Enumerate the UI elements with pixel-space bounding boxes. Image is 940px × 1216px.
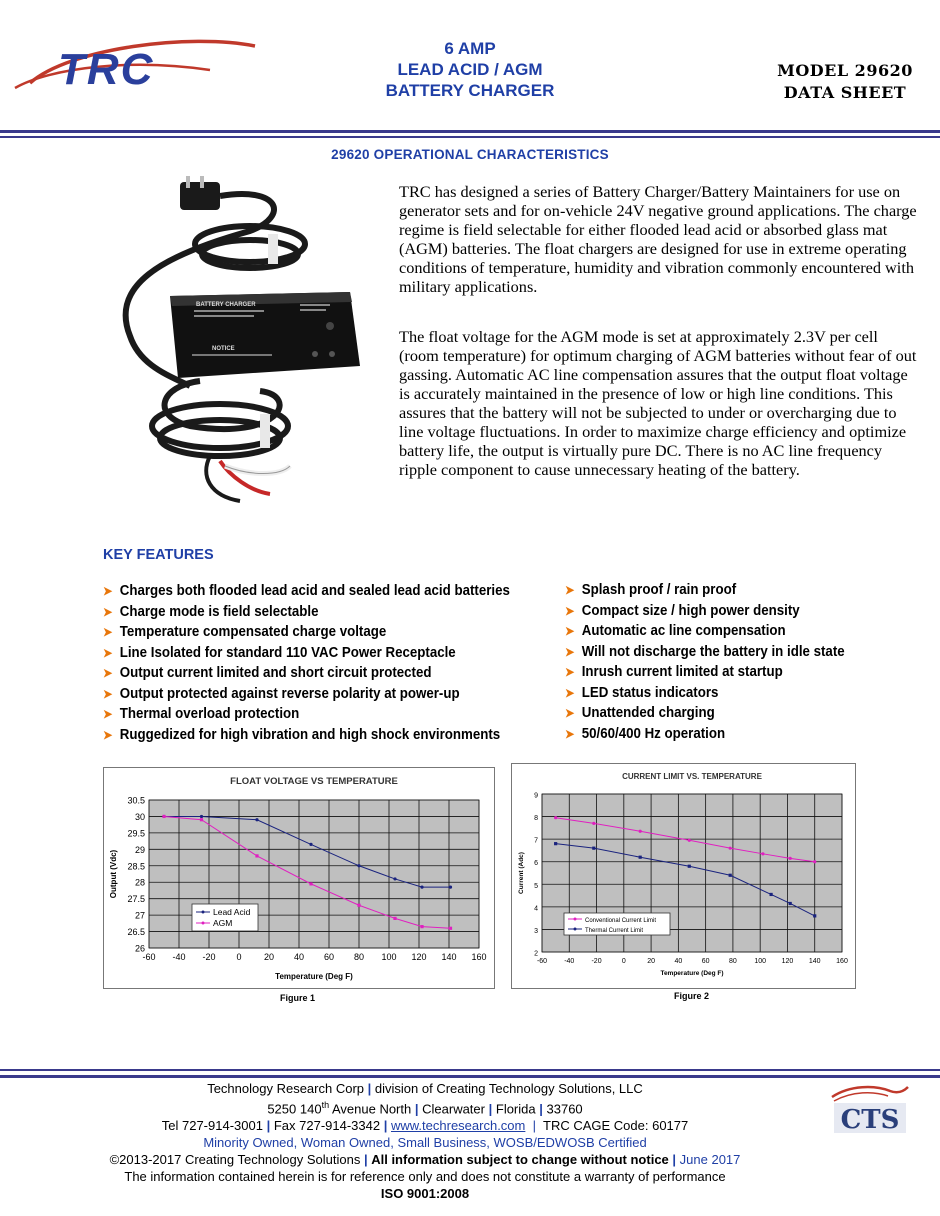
float-voltage-paragraph: The float voltage for the AGM mode is set at approximately 2.3V per cell (room temperature) for optimum charging of AGM batteries without fear of out gassing. Automatic AC line compensation assures that the output float voltage is accurately maintained in the presence of low or high line conditions. This assures that the battery will not be subjected to under or overcharging due to line voltage fluctuations. In order to maximize charge efficiency and optimize battery life, the output is virtually pure DC. There is no AC line frequency ripple component to cause unnecessary heating of the battery. <box>399 327 917 479</box>
data-point <box>688 839 691 842</box>
arrow-bullet-icon: ➤ <box>565 624 575 638</box>
feature-text: Charges both flooded lead acid and sealed lead acid batteries <box>119 583 510 599</box>
feature-item <box>565 601 845 622</box>
trc-logo <box>10 28 260 98</box>
arrow-bullet-icon: ➤ <box>103 686 113 701</box>
legend-entry: Thermal Current Limit <box>585 928 644 934</box>
address-street: Avenue North <box>329 1101 412 1117</box>
x-tick-label: 20 <box>263 952 275 962</box>
y-tick-label: 9 <box>534 792 538 800</box>
data-point <box>309 843 312 846</box>
arrow-bullet-icon: ➤ <box>565 685 575 700</box>
arrow-bullet-icon: ➤ <box>565 644 575 659</box>
feature-item <box>565 683 845 704</box>
feature-text: Ruggedized for high vibration and high shock environments <box>119 726 501 743</box>
data-point <box>420 925 423 928</box>
address-street-number: 5250 140 <box>267 1101 322 1117</box>
y-tick-label: 28 <box>134 877 145 888</box>
feature-text: Charge mode is field selectable <box>119 603 319 620</box>
feature-text: 50/60/400 Hz operation <box>581 725 726 742</box>
footer-rule-thin <box>0 1069 940 1071</box>
arrow-bullet-icon: ➤ <box>565 706 575 720</box>
address-zip: 33760 <box>546 1101 583 1117</box>
legend-marker <box>202 922 205 925</box>
data-point <box>639 830 642 833</box>
disclaimer-line: The information contained herein is for reference only and does not constitute a warranty of performance <box>124 1169 726 1185</box>
x-tick-label: 0 <box>236 952 242 962</box>
feature-text: Output protected against reverse polarity at power-up <box>119 685 460 702</box>
y-tick-label: 6 <box>534 860 538 868</box>
feature-item <box>103 581 510 602</box>
current-limit-chart-svg <box>512 764 855 988</box>
copyright-line: ©2013-2017 Creating Technology Solutions | All information subject to change without notice | June 2017 <box>109 1152 741 1168</box>
data-point <box>688 865 691 868</box>
feature-item <box>565 642 845 663</box>
cts-logo <box>830 1083 910 1138</box>
y-tick-label: 30 <box>134 811 145 822</box>
data-point <box>255 854 258 857</box>
arrow-bullet-icon: ➤ <box>565 583 575 597</box>
change-notice: All information subject to change without notice <box>371 1152 669 1168</box>
float-voltage-chart <box>103 767 495 989</box>
x-tick-label: 120 <box>411 952 427 962</box>
address-city: Clearwater <box>422 1101 485 1117</box>
data-point <box>639 856 642 859</box>
feature-text: Output current limited and short circuit protected <box>119 665 432 681</box>
title-line-2: LEAD ACID / AGM <box>397 60 543 79</box>
y-tick-label: 26.5 <box>127 927 145 938</box>
y-tick-label: 2 <box>534 950 538 958</box>
data-point <box>769 893 772 896</box>
arrow-bullet-icon: ➤ <box>103 625 113 639</box>
arrow-bullet-icon: ➤ <box>103 727 113 742</box>
data-point <box>357 864 360 867</box>
feature-item <box>565 703 845 724</box>
data-point <box>420 886 423 889</box>
footer-rule <box>0 1075 940 1078</box>
company-name: Technology Research Corp <box>207 1081 365 1096</box>
data-point <box>393 877 396 880</box>
data-point <box>200 818 203 821</box>
feature-item <box>565 662 845 683</box>
feature-item <box>565 621 845 642</box>
y-tick-label: 29.5 <box>127 828 145 839</box>
arrow-bullet-icon: ➤ <box>103 707 113 721</box>
arrow-bullet-icon: ➤ <box>565 603 575 618</box>
data-point <box>200 815 203 818</box>
address-suffix: th <box>321 1100 330 1110</box>
model-block <box>760 60 930 104</box>
legend-marker <box>202 911 205 914</box>
y-tick-label: 30.5 <box>127 795 145 806</box>
x-axis-label: Temperature (Deg F) <box>275 972 353 981</box>
legend-entry: Conventional Current Limit <box>585 918 657 924</box>
data-point <box>554 842 557 845</box>
header-rule <box>0 130 940 133</box>
y-tick-label: 5 <box>534 882 538 890</box>
data-point <box>761 852 764 855</box>
feature-text: Compact size / high power density <box>581 602 800 619</box>
x-tick-label: 20 <box>647 958 655 965</box>
feature-text: Splash proof / rain proof <box>581 582 737 598</box>
x-tick-label: -20 <box>202 952 216 962</box>
model-number: MODEL 29620 <box>777 61 913 80</box>
x-axis-label: Temperature (Deg F) <box>660 970 724 977</box>
feature-item <box>103 602 510 623</box>
x-tick-label: -40 <box>564 958 575 965</box>
charger-notice: NOTICE <box>212 346 235 352</box>
float-voltage-chart-svg <box>104 768 494 988</box>
footer-address-line: 5250 140th Avenue North | Clearwater | Florida | 33760 <box>267 1100 583 1117</box>
feature-item <box>103 684 510 705</box>
arrow-bullet-icon: ➤ <box>103 584 113 598</box>
data-point <box>789 902 792 905</box>
y-tick-label: 28.5 <box>127 861 145 872</box>
y-tick-label: 27.5 <box>127 894 145 905</box>
x-tick-label: 60 <box>701 958 710 965</box>
y-tick-label: 26 <box>134 943 145 954</box>
feature-item <box>103 663 510 684</box>
data-point <box>393 917 396 920</box>
x-tick-label: 140 <box>808 958 821 965</box>
arrow-bullet-icon: ➤ <box>103 666 113 680</box>
x-tick-label: 140 <box>441 952 457 962</box>
y-axis-label: Current (Adc) <box>518 852 525 894</box>
feature-text: Unattended charging <box>581 705 715 721</box>
x-tick-label: 160 <box>471 952 487 962</box>
x-tick-label: -60 <box>142 952 156 962</box>
feature-item <box>103 643 510 664</box>
product-title <box>340 38 600 101</box>
footer <box>100 1080 750 1202</box>
title-line-1: 6 AMP <box>444 39 496 58</box>
arrow-bullet-icon: ➤ <box>565 665 575 679</box>
legend-entry: Lead Acid <box>213 907 251 917</box>
data-point <box>729 874 732 877</box>
feature-item <box>565 724 845 745</box>
feature-item <box>103 704 510 725</box>
feature-text: Inrush current limited at startup <box>581 664 783 680</box>
trc-logo-text: TRC <box>58 45 155 94</box>
data-point <box>309 882 312 885</box>
x-tick-label: -20 <box>591 958 602 965</box>
data-sheet-label: DATA SHEET <box>783 83 907 102</box>
feature-text: Automatic ac line compensation <box>581 623 786 639</box>
data-point <box>449 927 452 930</box>
charger-label: BATTERY CHARGER <box>196 302 256 308</box>
features-left-list <box>103 581 541 745</box>
copyright-text: ©2013-2017 Creating Technology Solutions <box>109 1152 361 1168</box>
figure-1-label: Figure 1 <box>280 993 316 1003</box>
y-tick-label: 3 <box>534 927 538 935</box>
cts-logo-text: CTS <box>840 1105 900 1135</box>
arrow-bullet-icon: ➤ <box>103 645 113 660</box>
feature-text: Thermal overload protection <box>119 706 300 722</box>
website-link[interactable]: www.techresearch.com <box>390 1118 526 1134</box>
feature-item <box>565 580 845 601</box>
footer-contact-line: Tel 727-914-3001 | Fax 727-914-3342 | www.techresearch.com | TRC CAGE Code: 60177 <box>161 1118 689 1134</box>
revision-date: June 2017 <box>679 1152 741 1168</box>
legend-marker <box>574 928 577 931</box>
arrow-bullet-icon: ➤ <box>103 604 113 619</box>
x-tick-label: 120 <box>781 958 794 965</box>
feature-item <box>103 622 510 643</box>
x-tick-label: 160 <box>836 958 848 965</box>
phone-number: Tel 727-914-3001 <box>161 1118 263 1134</box>
x-tick-label: 40 <box>293 952 305 962</box>
x-tick-label: -60 <box>536 958 548 965</box>
data-point <box>813 860 816 863</box>
y-tick-label: 8 <box>534 815 538 823</box>
data-point <box>729 847 732 850</box>
data-point <box>592 847 595 850</box>
feature-text: Will not discharge the battery in idle state <box>581 643 845 660</box>
y-tick-label: 27 <box>134 910 145 921</box>
address-state: Florida <box>495 1101 536 1117</box>
figure-2-label: Figure 2 <box>674 991 710 1001</box>
data-point <box>592 822 595 825</box>
data-point <box>162 815 165 818</box>
features-right-list <box>565 580 866 744</box>
fax-number: Fax 727-914-3342 <box>273 1118 381 1134</box>
x-tick-label: -40 <box>172 952 186 962</box>
y-tick-label: 7 <box>534 837 538 845</box>
arrow-bullet-icon: ➤ <box>565 726 575 741</box>
feature-text: Line Isolated for standard 110 VAC Power Receptacle <box>119 644 456 661</box>
section-title: 29620 OPERATIONAL CHARACTERISTICS <box>331 147 609 162</box>
data-point <box>357 904 360 907</box>
x-tick-label: 80 <box>729 958 737 965</box>
data-point <box>813 914 816 917</box>
current-limit-chart <box>511 763 856 989</box>
legend-entry: AGM <box>213 918 233 928</box>
company-division: division of Creating Technology Solutions, LLC <box>374 1081 643 1096</box>
y-axis-label: Output (Vdc) <box>109 849 118 899</box>
iso-line: ISO 9001:2008 <box>380 1186 470 1202</box>
chart-title: CURRENT LIMIT VS. TEMPERATURE <box>622 772 762 781</box>
chart-title: FLOAT VOLTAGE VS TEMPERATURE <box>230 776 398 787</box>
certification-line: Minority Owned, Woman Owned, Small Business, WOSB/EDWOSB Certified <box>203 1135 647 1151</box>
intro-paragraph: TRC has designed a series of Battery Charger/Battery Maintainers for use on generator sets and for on-vehicle 24V negative ground applications. The charge regime is field selectable for either flooded lead acid or absorbed glass mat (AGM) batteries. The float chargers are designed for use in extreme operating conditions of temperature, humidity and vibration commonly encountered with military applications. <box>399 182 917 296</box>
feature-item <box>103 725 510 746</box>
footer-company-line <box>100 1080 750 1097</box>
key-features-title: KEY FEATURES <box>103 547 214 563</box>
data-point <box>789 857 792 860</box>
feature-text: Temperature compensated charge voltage <box>119 624 387 640</box>
separator: | <box>367 1081 372 1096</box>
data-point <box>255 818 258 821</box>
x-tick-label: 100 <box>754 958 767 965</box>
title-line-3: BATTERY CHARGER <box>385 81 555 100</box>
cage-code: TRC CAGE Code: 60177 <box>543 1118 689 1134</box>
x-tick-label: 100 <box>381 952 397 962</box>
x-tick-label: 40 <box>674 958 683 965</box>
header-rule-thin <box>0 136 940 138</box>
battery-charger-image <box>100 176 390 516</box>
y-tick-label: 4 <box>534 905 538 913</box>
legend-marker <box>574 918 577 921</box>
feature-text: LED status indicators <box>581 684 719 701</box>
data-point <box>449 886 452 889</box>
x-tick-label: 80 <box>353 952 365 962</box>
data-point <box>554 816 557 819</box>
x-tick-label: 60 <box>323 952 335 962</box>
y-tick-label: 29 <box>134 844 145 855</box>
x-tick-label: 0 <box>621 958 626 965</box>
